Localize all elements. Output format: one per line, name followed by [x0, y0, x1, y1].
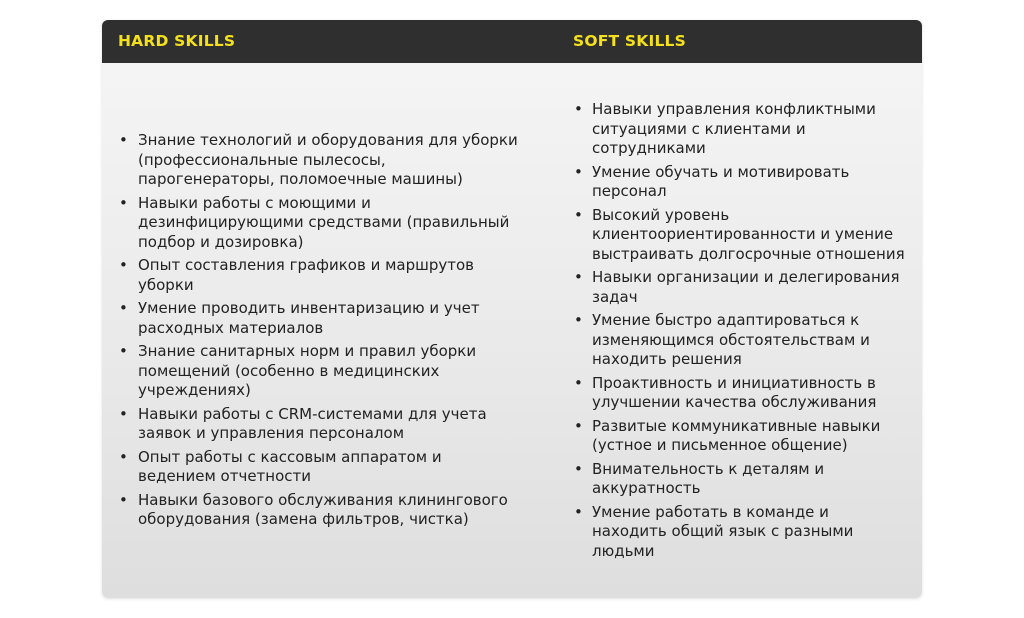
bullet-icon: •	[119, 342, 128, 361]
bullet-icon: •	[119, 131, 128, 150]
list-item	[102, 405, 522, 444]
list-item	[557, 268, 907, 307]
bullet-icon: •	[119, 193, 128, 212]
bullet-icon: •	[574, 268, 583, 286]
list-item	[557, 311, 907, 370]
list-item	[557, 206, 907, 265]
bullet-icon: •	[119, 447, 128, 466]
hard-skills-title: HARD SKILLS	[118, 32, 236, 50]
list-item	[557, 163, 907, 202]
soft-skill-text: Внимательность к деталям и аккуратность	[592, 459, 825, 497]
bullet-icon: •	[119, 299, 128, 318]
hard-skill-text: Умение проводить инвентаризацию и учет расходных материалов	[138, 299, 480, 337]
table-header	[102, 20, 922, 63]
hard-skill-text: Навыки базового обслуживания клинингового оборудования (замена фильтров, чистка)	[138, 490, 508, 529]
bullet-icon: •	[119, 404, 128, 423]
soft-skills-list	[557, 100, 907, 561]
list-item	[102, 194, 522, 253]
bullet-icon: •	[574, 100, 583, 118]
bullet-icon: •	[574, 373, 583, 392]
bullet-icon: •	[574, 416, 583, 435]
list-item	[557, 503, 907, 562]
list-item	[102, 299, 522, 338]
soft-skills-column	[557, 63, 907, 598]
hard-skill-text: Навыки работы с CRM-системами для учета заявок и управления персоналом	[138, 404, 487, 443]
skills-table	[102, 20, 922, 598]
list-item	[102, 342, 522, 401]
hard-skill-text: Опыт работы с кассовым аппаратом и ведением отчетности	[138, 447, 442, 486]
soft-skills-title: SOFT SKILLS	[573, 32, 686, 50]
list-item	[102, 131, 522, 190]
list-item	[557, 460, 907, 499]
soft-skill-text: Навыки организации и делегирования задач	[592, 268, 900, 306]
hard-skill-text: Навыки работы с моющими и дезинфицирующими средствами (правильный подбор и дозировка)	[138, 193, 510, 251]
list-item	[102, 256, 522, 295]
bullet-icon: •	[574, 162, 583, 181]
soft-skill-text: Навыки управления конфликтными ситуациями с клиентами и сотрудниками	[592, 100, 876, 157]
hard-skills-list	[102, 131, 522, 530]
bullet-icon: •	[119, 490, 128, 509]
list-item	[102, 491, 522, 530]
list-item	[557, 374, 907, 413]
soft-skill-text: Умение работать в команде и находить общий язык с разными людьми	[592, 502, 854, 560]
soft-skill-text: Проактивность и инициативность в улучшении качества обслуживания	[592, 373, 877, 411]
list-item	[557, 417, 907, 456]
bullet-icon: •	[574, 205, 583, 224]
bullet-icon: •	[574, 459, 583, 478]
hard-skill-text: Опыт составления графиков и маршрутов уборки	[138, 256, 475, 294]
hard-skills-column	[102, 63, 522, 598]
bullet-icon: •	[574, 311, 583, 329]
list-item	[102, 448, 522, 487]
soft-skill-text: Умение обучать и мотивировать персонал	[592, 162, 850, 200]
list-item	[557, 100, 907, 159]
hard-skill-text: Знание технологий и оборудования для уборки (профессиональные пылесосы, парогенераторы, поломоечные машины)	[138, 131, 518, 189]
bullet-icon: •	[574, 502, 583, 521]
hard-skill-text: Знание санитарных норм и правил уборки помещений (особенно в медицинских учреждениях)	[138, 342, 477, 400]
soft-skill-text: Высокий уровень клиентоориентированности и умение выстраивать долгосрочные отношения	[592, 205, 905, 263]
soft-skill-text: Развитые коммуникативные навыки (устное и письменное общение)	[592, 416, 881, 454]
soft-skill-text: Умение быстро адаптироваться к изменяющимся обстоятельствам и находить решения	[592, 311, 870, 368]
bullet-icon: •	[119, 256, 128, 275]
